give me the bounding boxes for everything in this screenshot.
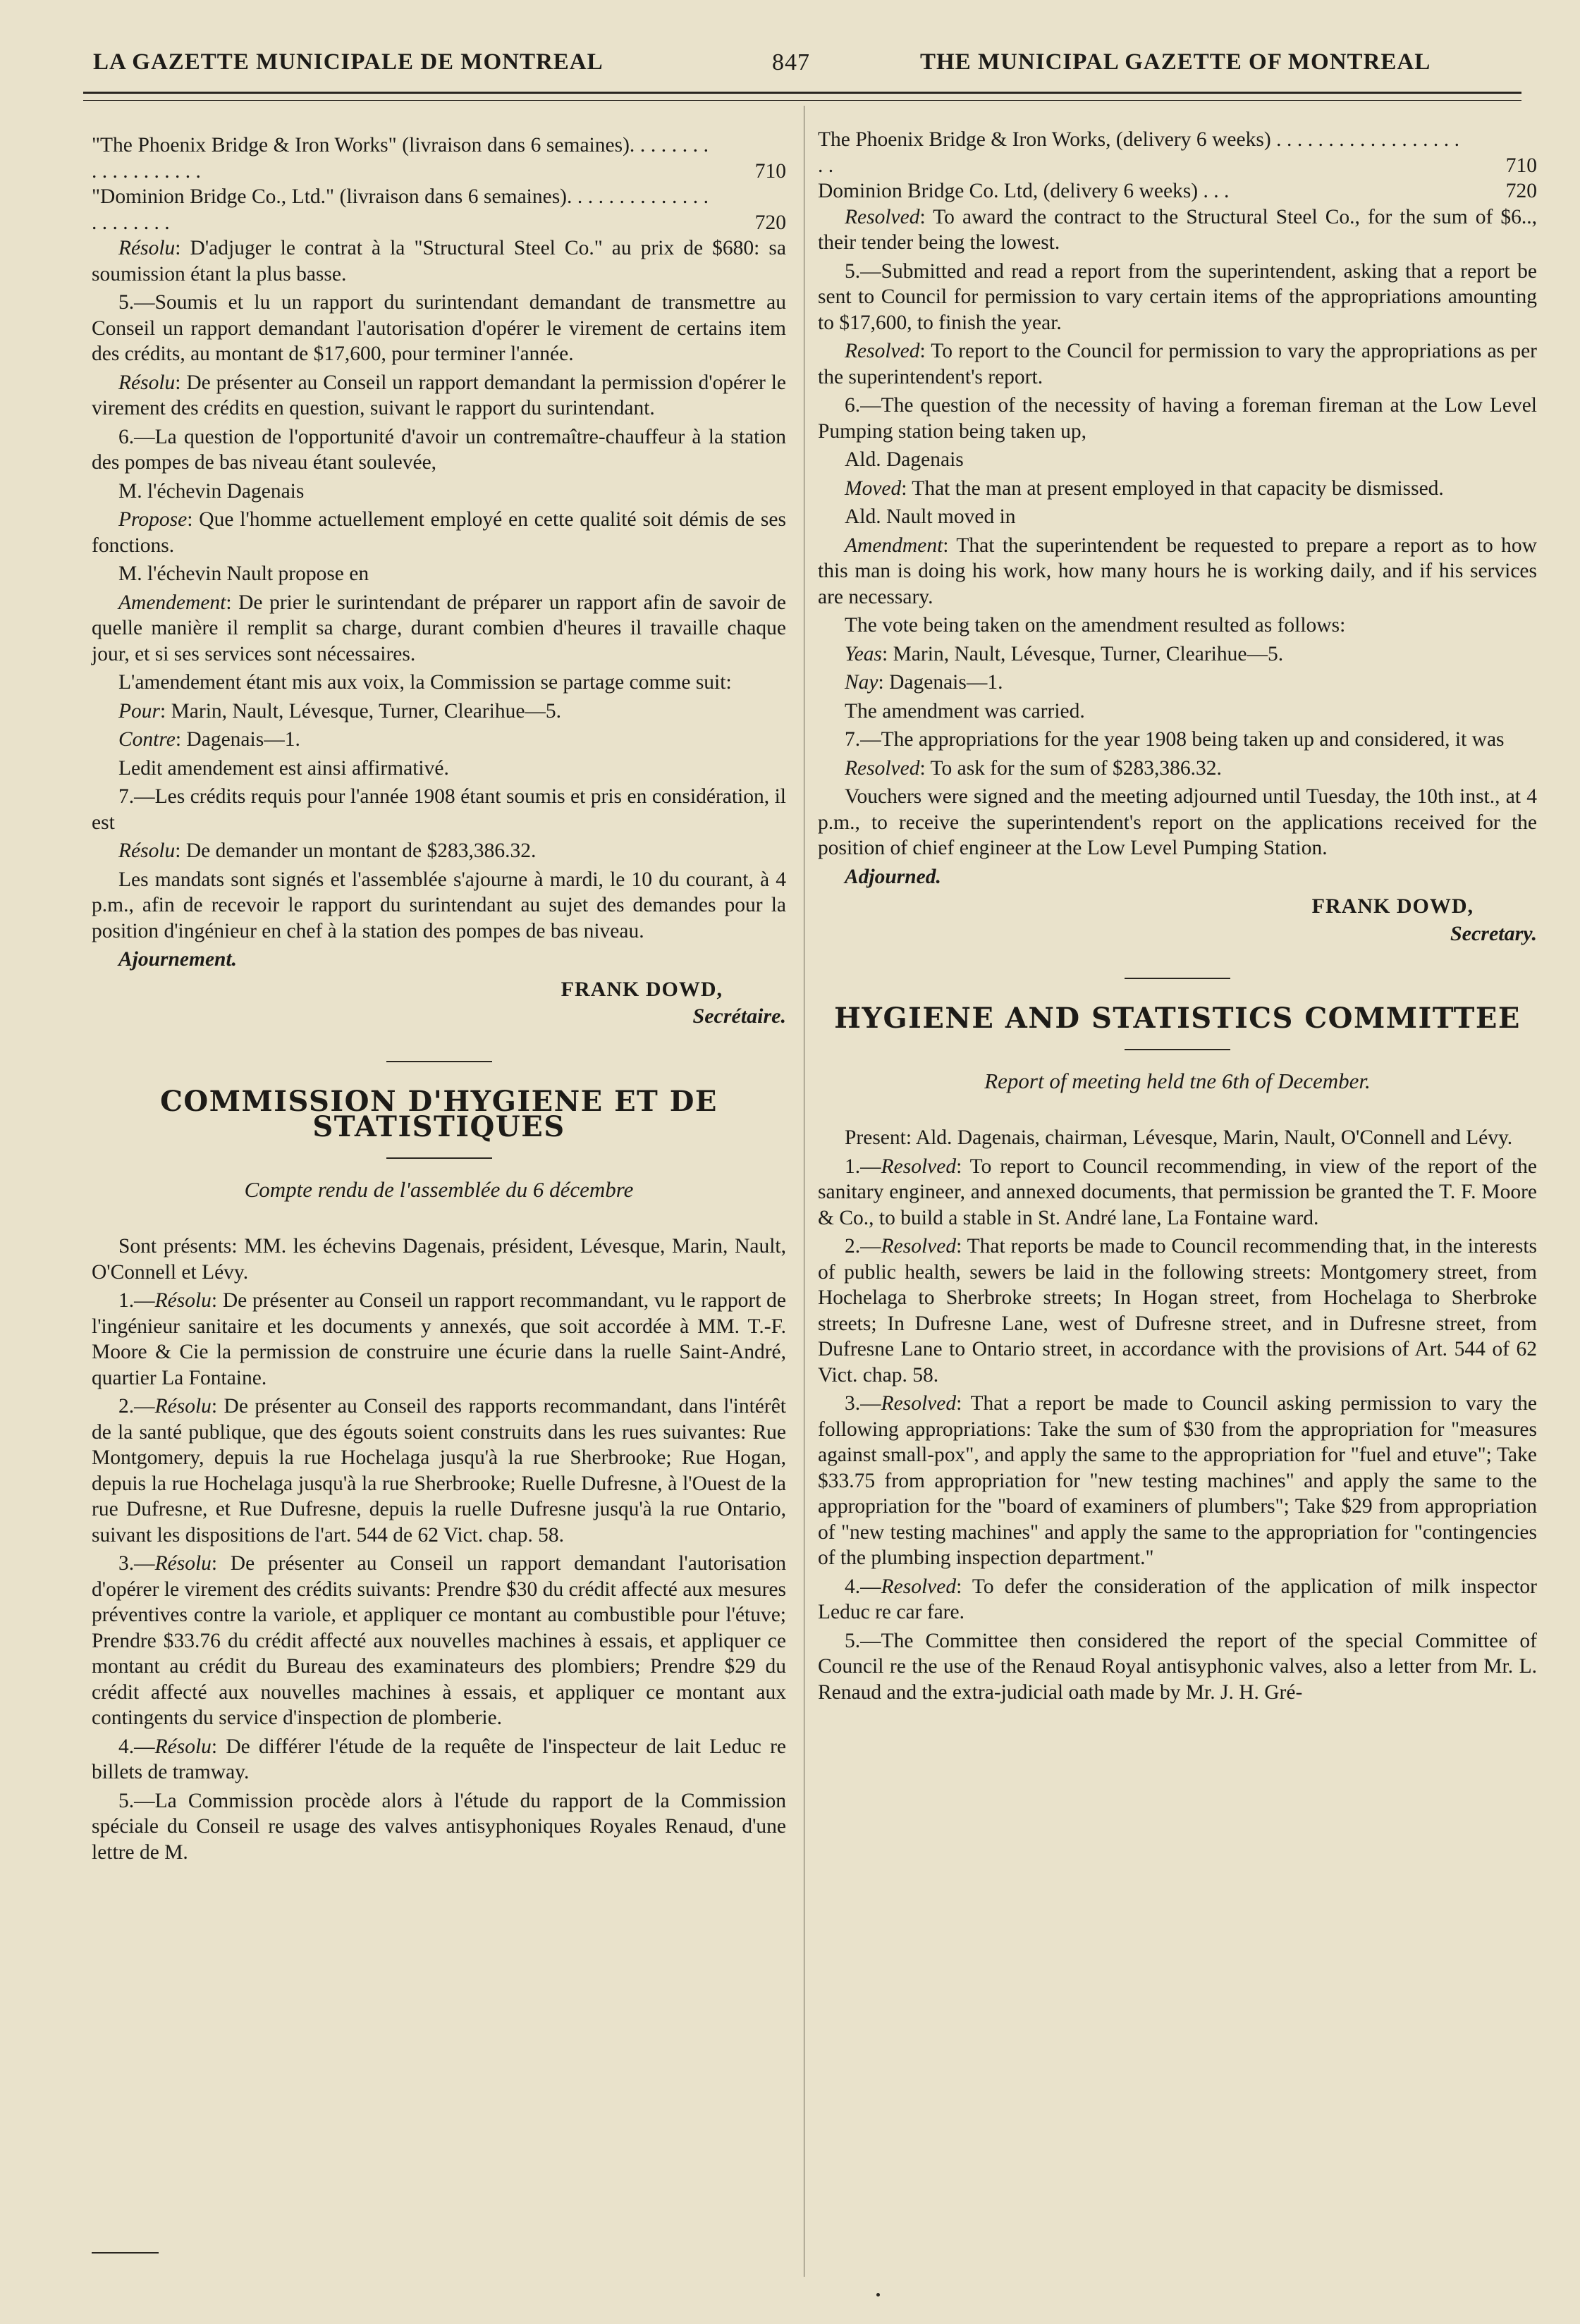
header-french-title: LA GAZETTE MUNICIPALE DE MONTREAL [93,49,604,75]
paragraph: 5.—Submitted and read a report from the superintendent, asking that a report be sent to Council for permission to vary certain items of the appropriations amounting to $17,600, to finish the year. [818,259,1537,334]
english-column [818,127,1537,1708]
paragraph: 7.—The appropriations for the year 1908 being taken up and considered, it was [845,728,1505,751]
tender-line [92,133,786,184]
paragraph: Ledit amendement est ainsi affirmativé. [118,756,449,780]
tender-amount: 710 [1505,154,1537,177]
paragraph: M. l'échevin Nault propose en [118,562,369,585]
paragraph: Résolu: De demander un montant de $283,386.32. [118,840,537,862]
paragraph: Resolved: To award the contract to the Structural Steel Co., for the sum of $6.., their tender being the lowest. [818,205,1537,254]
header-rule-thin [83,100,1521,101]
paragraph: Resolved: To report to the Council for permission to vary the appropriations as per the superintendent's report. [818,340,1537,388]
french-column [92,133,786,1868]
ink-dot [876,2293,880,2297]
section-subtitle: Report of meeting held tne 6th of December. [984,1068,1371,1093]
paragraph: Amendement: De prier le surintendant de préparer un rapport afin de savoir de quelle manière il remplit sa charge, durant combien d'heures il travaille chaque jour, et si ses services sont nécessaires. [92,591,786,665]
paragraph: Résolu: D'adjuger le contrat à la "Structural Steel Co." au prix de $680: sa soumission étant la plus basse. [92,237,786,285]
paragraph: M. l'échevin Dagenais [118,479,305,503]
section-title-rule [386,1157,492,1159]
paragraph: L'amendement étant mis aux voix, la Commission se partage comme suit: [118,671,732,694]
paragraph: 4.—Résolu: De différer l'étude de la requête de l'inspecteur de lait Leduc re billets de tramway. [92,1735,786,1783]
paragraph: Vouchers were signed and the meeting adjourned until Tuesday, the 10th inst., at 4 p.m., to receive the superintendent's report on the applications received for the position of chief engineer at the Low Level Pumping Station. [818,785,1537,859]
paragraph: 5.—La Commission procède alors à l'étude du rapport de la Commission spéciale du Conseil re usage des valves antisyphoniques Royales Renaud, d'une lettre de M. [92,1789,786,1864]
paragraph: The vote being taken on the amendment resulted as follows: [845,614,1346,637]
tender-amount: 720 [754,211,786,234]
tender-label: The Phoenix Bridge & Iron Works, (delivery 6 weeks) . . . . . . . . . . . . . . . . . . . . [818,128,1459,177]
adjournment: Ajournement. [118,948,238,971]
section-title: HYGIENE AND STATISTICS COMMITTEE [834,1002,1521,1035]
paragraph: Résolu: De présenter au Conseil un rapport demandant la permission d'opérer le virement des crédits en question, suivant le rapport du surintendant. [92,371,786,419]
signer-role: Secrétaire. [692,1004,786,1028]
paragraph: Ald. Nault moved in [845,505,1016,528]
section-title: COMMISSION D'HYGIENE ET DE STATISTIQUES [160,1084,718,1143]
paragraph: 6.—The question of the necessity of having a foreman fireman at the Low Level Pumping station being taken up, [818,394,1537,443]
paragraph: 7.—Les crédits requis pour l'année 1908 étant soumis et pris en considération, il est [92,785,786,834]
header-rule [83,92,1521,94]
paragraph: Moved: That the man at present employed in that capacity be dismissed. [845,477,1444,500]
paragraph: Contre: Dagenais—1. [118,728,300,751]
tender-amount: 710 [754,159,786,183]
paragraph: 1.—Resolved: To report to Council recommending, in view of the report of the sanitary engineer, and annexed documents, that permission be granted the T. F. Moore & Co., to build a stable in St. André lane, La Fontaine ward. [818,1155,1537,1229]
paragraph: Yeas: Marin, Nault, Lévesque, Turner, Clearihue—5. [845,642,1284,665]
paragraph: 1.—Résolu: De présenter au Conseil un rapport recommandant, vu le rapport de l'ingénieur sanitaire et les documents y annexés, que soit accordée à MM. T.-F. Moore & Cie la permission de construire une écurie dans la ruelle Saint-André, quartier La Fontaine. [92,1289,786,1389]
signer-role: Secretary. [1450,921,1537,945]
paragraph: The amendment was carried. [845,699,1085,723]
paragraph: Sont présents: MM. les échevins Dagenais, président, Lévesque, Marin, Nault, O'Connell et Lévy. [92,1235,786,1284]
paragraph: 3.—Résolu: De présenter au Conseil un rapport demandant l'autorisation d'opérer le virement des crédits suivants: Prendre $30 du crédit affecté aux mesures préventives contre la variole, et appliquer ce montant au combustible pour l'étuve; Prendre $33.76 du crédit affecté aux nouvelles machines à essais, et appliquer ce montant au crédit du Bureau des examinateurs des plombiers; Prendre $29 du crédit affecté aux nouvelles machines à essais, et appliquer ce montant aux contingents du service d'inspection de plomberie. [92,1552,786,1729]
section-title-rule [1125,1049,1230,1050]
tender-line [818,127,1537,178]
tender-label: "The Phoenix Bridge & Iron Works" (livraison dans 6 semaines). . . . . . . . . . . . . . . . . . . [92,134,709,183]
paragraph: Present: Ald. Dagenais, chairman, Lévesque, Marin, Nault, O'Connell and Lévy. [845,1126,1513,1149]
signer-name: FRANK DOWD, [561,977,723,1001]
paragraph: Propose: Que l'homme actuellement employé en cette qualité soit démis de ses fonctions. [92,508,786,557]
adjournment: Adjourned. [845,865,941,888]
header-english-title: THE MUNICIPAL GAZETTE OF MONTREAL [920,49,1431,75]
tender-amount: 720 [1505,180,1537,202]
paragraph: 6.—La question de l'opportunité d'avoir un contremaître-chauffeur à la station des pompes de bas niveau étant soulevée, [92,425,786,474]
section-subtitle: Compte rendu de l'assemblée du 6 décembre [244,1176,634,1202]
paragraph: 5.—The Committee then considered the report of the special Committee of Council re the use of the Renaud Royal antisyphonic valves, also a letter from Mr. L. Renaud and the extra-judicial oath made by Mr. J. H. Gré- [818,1629,1537,1704]
paragraph: Pour: Marin, Nault, Lévesque, Turner, Clearihue—5. [118,699,562,723]
paragraph: Resolved: To ask for the sum of $283,386.32. [845,756,1222,780]
signer-name: FRANK DOWD, [1311,894,1474,918]
tender-label: "Dominion Bridge Co., Ltd." (livraison dans 6 semaines). . . . . . . . . . . . . . . . . . . . . . [92,185,709,234]
paragraph: Ald. Dagenais [845,448,964,471]
paragraph: Nay: Dagenais—1. [845,671,1003,694]
paragraph: 2.—Résolu: De présenter au Conseil des rapports recommandant, dans l'intérêt de la santé publique, que des égouts soient construits dans les rues suivantes: Rue Montgomery, depuis la rue Hochelaga jusqu'à la rue Sherbrooke; Rue Hogan, depuis la rue Hochelaga jusqu'à la rue Sherbrooke; Ruelle Dufresne, à l'Ouest de la rue Dufresne, et Rue Dufresne, depuis la ruelle Dufresne jusqu'à la rue Ontario, suivant les dispositions de l'art. 544 de 62 Vict. chap. 58. [92,1395,786,1547]
section-divider [1125,978,1230,979]
section-divider [386,1061,492,1062]
paragraph: 4.—Resolved: To defer the consideration of the application of milk inspector Leduc re car fare. [818,1575,1537,1623]
paragraph: 5.—Soumis et lu un rapport du surintendant demandant de transmettre au Conseil un rapport demandant l'autorisation d'opérer le virement de certains item des crédits, au montant de $17,600, pour terminer l'année. [92,291,786,365]
tender-line [92,184,786,235]
footer-rule [92,2252,159,2254]
paragraph: 3.—Resolved: That a report be made to Council asking permission to vary the following appropriations: Take the sum of $30 from the appropriation for "measures against small-pox", and apply the same to the appropriation for "fuel and etuve"; Take $33.75 from appropriation for "new testing machines" and apply the same to the appropriation for the "board of examiners of plumbers"; Take $29 from appropriation of "new testing machines" and apply the same to the appropriation for "contingencies of the plumbing inspection department." [818,1392,1537,1569]
paragraph: Amendment: That the superintendent be requested to prepare a report as to how this man is doing his work, how many hours he is working daily, and if his services are necessary. [818,534,1537,608]
page-number: 847 [772,49,810,75]
tender-line [818,178,1537,204]
tender-label: Dominion Bridge Co. Ltd, (delivery 6 weeks) . . . [818,180,1230,202]
paragraph: Les mandats sont signés et l'assemblée s'ajourne à mardi, le 10 du courant, à 4 p.m., afin de recevoir le rapport du surintendant au sujet des demandes pour la position d'ingénieur en chef à la station des pompes de bas niveau. [92,868,786,942]
paragraph: 2.—Resolved: That reports be made to Council recommending that, in the interests of public health, sewers be laid in the following streets: Montgomery street, from Hochelaga to Sherbroke streets; In Hogan street, from Hochelaga to Sherbroke streets; In Dufresne Lane, west of Dufresne street, and in Dufresne street, from Dufresne Lane to Ontario street, in accordance with the provisions of Art. 544 of 62 Vict. chap. 58. [818,1235,1537,1387]
